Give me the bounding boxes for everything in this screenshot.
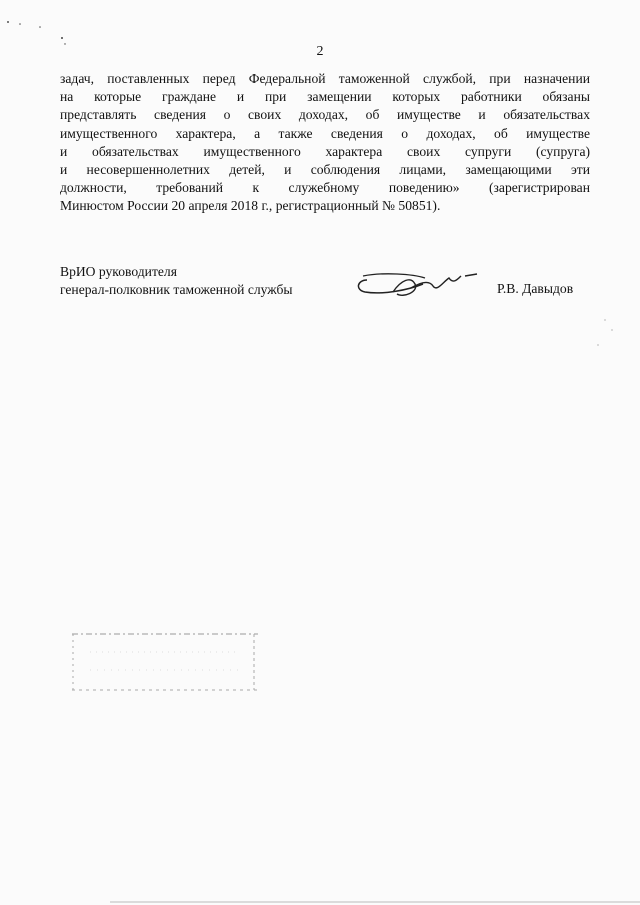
body-line: представлять сведения о своих доходах, об имуществе и обязательствах	[60, 107, 590, 123]
body-line: на которые граждане и при замещении которых работники обязаны	[60, 89, 590, 105]
body-paragraph	[60, 70, 590, 216]
body-line: имущественного характера, а также сведения о доходах, об имуществе	[60, 125, 590, 141]
body-line: должности, требований к служебному поведению» (зарегистрирован	[60, 180, 590, 196]
signatory-position-line2: генерал-полковник таможенной службы	[60, 282, 293, 297]
body-line: и обязательствах имущественного характера своих супруги (супруга)	[60, 143, 590, 159]
signatory-name: Р.В. Давыдов	[497, 281, 574, 296]
body-line: задач, поставленных перед Федеральной таможенной службой, при назначении	[60, 71, 590, 86]
handwritten-signature	[353, 262, 483, 302]
body-line: и несовершеннолетних детей, и соблюдения лицами, замещающими эти	[60, 162, 590, 178]
signatory-position-line1: ВрИО руководителя	[60, 264, 177, 279]
body-line: Минюстом России 20 апреля 2018 г., регистрационный № 50851).	[60, 198, 441, 214]
faint-registration-stamp	[70, 630, 260, 692]
signatory-position	[60, 263, 293, 299]
page-number: 2	[316, 44, 324, 59]
